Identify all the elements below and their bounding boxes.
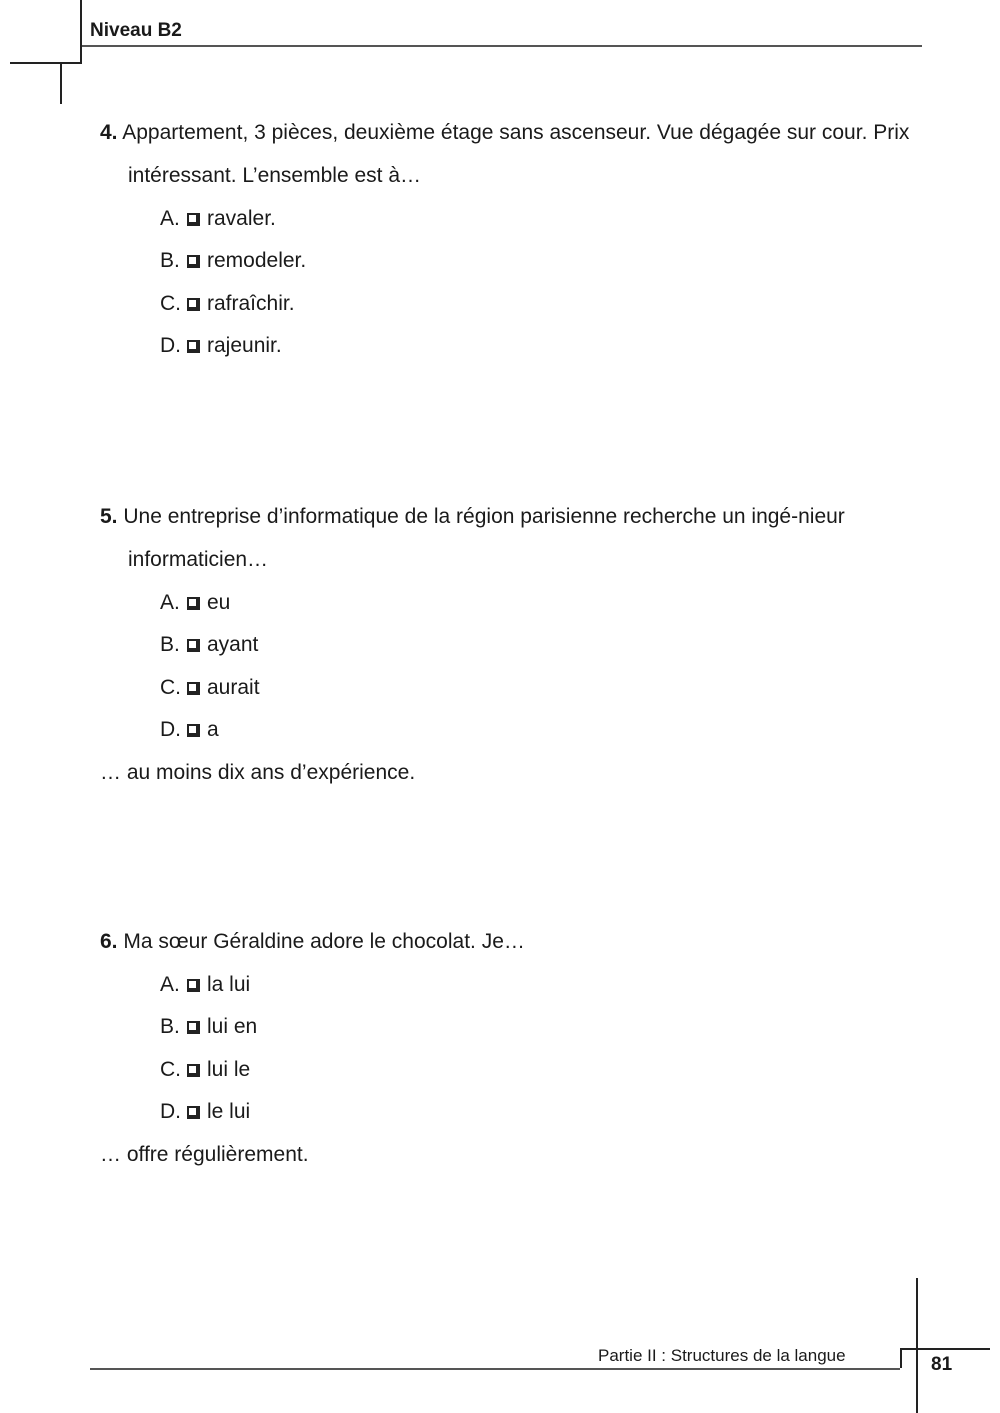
option-a[interactable]: A. la lui [160, 963, 930, 1006]
header-horizontal-rule [82, 45, 922, 47]
footer-vertical-rule [916, 1278, 918, 1413]
option-text: la lui [207, 972, 251, 996]
checkbox-icon[interactable] [187, 298, 200, 311]
checkbox-icon[interactable] [187, 340, 200, 353]
crop-mark-horizontal [10, 62, 82, 64]
question-stem: Une entreprise d’informatique de la région parisienne recherche un ingé-nieur informaticien… [123, 505, 845, 571]
option-text: aurait [207, 675, 260, 699]
checkbox-icon[interactable] [187, 213, 200, 226]
question-stem: Ma sœur Géraldine adore le chocolat. Je… [123, 930, 525, 953]
level-label: Niveau B2 [90, 20, 182, 41]
footer-crop-horizontal [900, 1348, 990, 1350]
option-text: remodeler. [207, 249, 307, 273]
option-text: rajeunir. [207, 334, 282, 358]
page-number: 81 [931, 1354, 953, 1375]
option-b[interactable]: B. remodeler. [160, 240, 930, 283]
question-5 [100, 495, 930, 794]
checkbox-icon[interactable] [187, 1021, 200, 1034]
header-vertical-rule [80, 0, 82, 62]
option-d[interactable]: D. le lui [160, 1091, 930, 1134]
option-text: le lui [207, 1100, 251, 1124]
option-d[interactable]: D. a [160, 709, 930, 752]
checkbox-icon[interactable] [187, 597, 200, 610]
checkbox-icon[interactable] [187, 639, 200, 652]
question-tail: … offre régulièrement. [100, 1143, 309, 1166]
option-list [100, 963, 930, 1133]
option-text: ravaler. [207, 206, 276, 230]
section-title: Partie II : Structures de la langue [598, 1346, 846, 1365]
checkbox-icon[interactable] [187, 1064, 200, 1077]
option-text: rafraîchir. [207, 291, 295, 315]
checkbox-icon[interactable] [187, 979, 200, 992]
option-a[interactable]: A. eu [160, 581, 930, 624]
option-text: ayant [207, 633, 259, 657]
crop-mark-vertical [60, 62, 62, 104]
question-number: 4. [100, 121, 118, 144]
option-c[interactable]: C. lui le [160, 1048, 930, 1091]
question-4 [100, 111, 930, 367]
question-6 [100, 920, 930, 1176]
question-tail: … au moins dix ans d’expérience. [100, 761, 416, 784]
footer-crop-vertical [900, 1348, 902, 1368]
option-text: eu [207, 590, 231, 614]
option-list [100, 197, 930, 367]
checkbox-icon[interactable] [187, 724, 200, 737]
option-a[interactable]: A. ravaler. [160, 197, 930, 240]
checkbox-icon[interactable] [187, 255, 200, 268]
option-c[interactable]: C. aurait [160, 666, 930, 709]
checkbox-icon[interactable] [187, 1106, 200, 1119]
question-number: 6. [100, 930, 118, 953]
option-list [100, 581, 930, 751]
option-b[interactable]: B. ayant [160, 624, 930, 667]
footer-horizontal-rule [90, 1368, 900, 1370]
option-c[interactable]: C. rafraîchir. [160, 282, 930, 325]
option-b[interactable]: B. lui en [160, 1006, 930, 1049]
question-stem: Appartement, 3 pièces, deuxième étage sans ascenseur. Vue dégagée sur cour. Prix intéressant. L’ensemble est à… [122, 121, 910, 187]
option-text: lui en [207, 1015, 258, 1039]
option-text: a [207, 718, 219, 742]
question-number: 5. [100, 505, 118, 528]
option-text: lui le [207, 1057, 251, 1081]
option-d[interactable]: D. rajeunir. [160, 325, 930, 368]
checkbox-icon[interactable] [187, 682, 200, 695]
